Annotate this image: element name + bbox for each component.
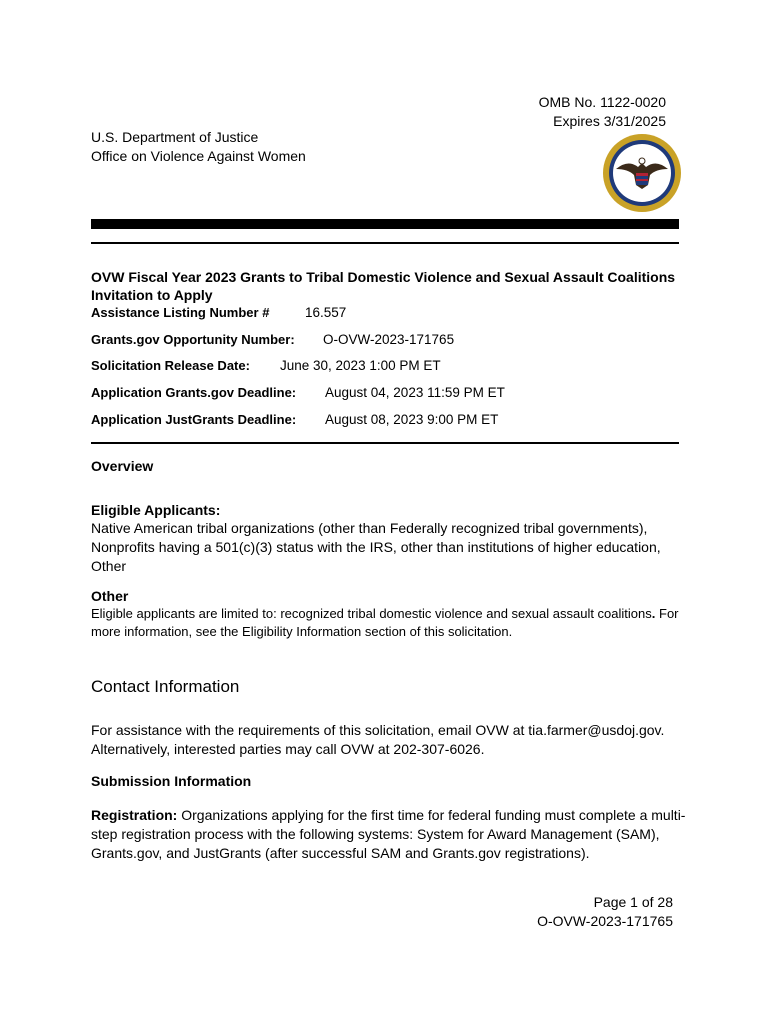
department-name: U.S. Department of Justice [91, 129, 259, 145]
overview-heading: Overview [91, 458, 154, 474]
omb-number: OMB No. 1122-0020 [538, 94, 666, 110]
other-text-part-1: Eligible applicants are limited to: recognized tribal domestic violence and sexual assault coalitions [91, 606, 652, 621]
contact-heading: Contact Information [91, 677, 240, 696]
solicitation-title: OVW Fiscal Year 2023 Grants to Tribal Domestic Violence and Sexual Assault Coalitions Invitation to Apply [91, 269, 676, 303]
doj-seal-icon [602, 133, 682, 213]
detail-value: June 30, 2023 1:00 PM ET [280, 358, 441, 373]
office-name: Office on Violence Against Women [91, 148, 306, 164]
page-number: Page 1 of 28 [593, 894, 673, 910]
other-heading: Other [91, 588, 129, 604]
omb-expires: Expires 3/31/2025 [553, 113, 666, 129]
registration-text: Organizations applying for the first time for federal funding must complete a multi-step registration process with the following systems: System for Award Management (SAM), Grants.gov, and JustGrants (after successful SAM and Grants.gov registrations). [91, 807, 686, 861]
registration-paragraph [91, 806, 691, 863]
omb-block [539, 93, 666, 131]
detail-value: August 04, 2023 11:59 PM ET [325, 385, 505, 400]
registration-label: Registration: [91, 807, 178, 823]
detail-label: Grants.gov Opportunity Number: [91, 332, 295, 347]
details-rule [91, 442, 679, 444]
detail-label: Assistance Listing Number # [91, 305, 270, 320]
agency-block [91, 128, 306, 166]
detail-label: Application Grants.gov Deadline: [91, 385, 297, 400]
page-footer [537, 893, 673, 931]
eligible-applicants-text: Native American tribal organizations (other than Federally recognized tribal governments), Nonprofits having a 501(c)(3) status with the IRS, other than institutions of higher education, Other [91, 520, 661, 574]
detail-label: Solicitation Release Date: [91, 358, 250, 373]
other-text-part-2: For more information, see the Eligibility Information section of this solicitation. [91, 606, 679, 639]
detail-value: O-OVW-2023-171765 [323, 332, 455, 347]
detail-value: August 08, 2023 9:00 PM ET [325, 412, 499, 427]
header-thick-rule [91, 219, 679, 229]
header-rule [91, 242, 679, 244]
eligible-applicants-heading: Eligible Applicants: [91, 502, 221, 518]
footer-opportunity-number: O-OVW-2023-171765 [537, 913, 673, 929]
detail-label: Application JustGrants Deadline: [91, 412, 297, 427]
other-text: Eligible applicants are limited to: recognized tribal domestic violence and sexual assault coalitions. For more information, see the Eligibility Information section of this solicitation. [91, 606, 679, 639]
submission-heading: Submission Information [91, 773, 252, 789]
detail-value: 16.557 [305, 305, 347, 320]
contact-text: For assistance with the requirements of this solicitation, email OVW at tia.farmer@usdoj.gov. Alternatively, interested parties may call OVW at 202-307-6026. [91, 722, 665, 757]
